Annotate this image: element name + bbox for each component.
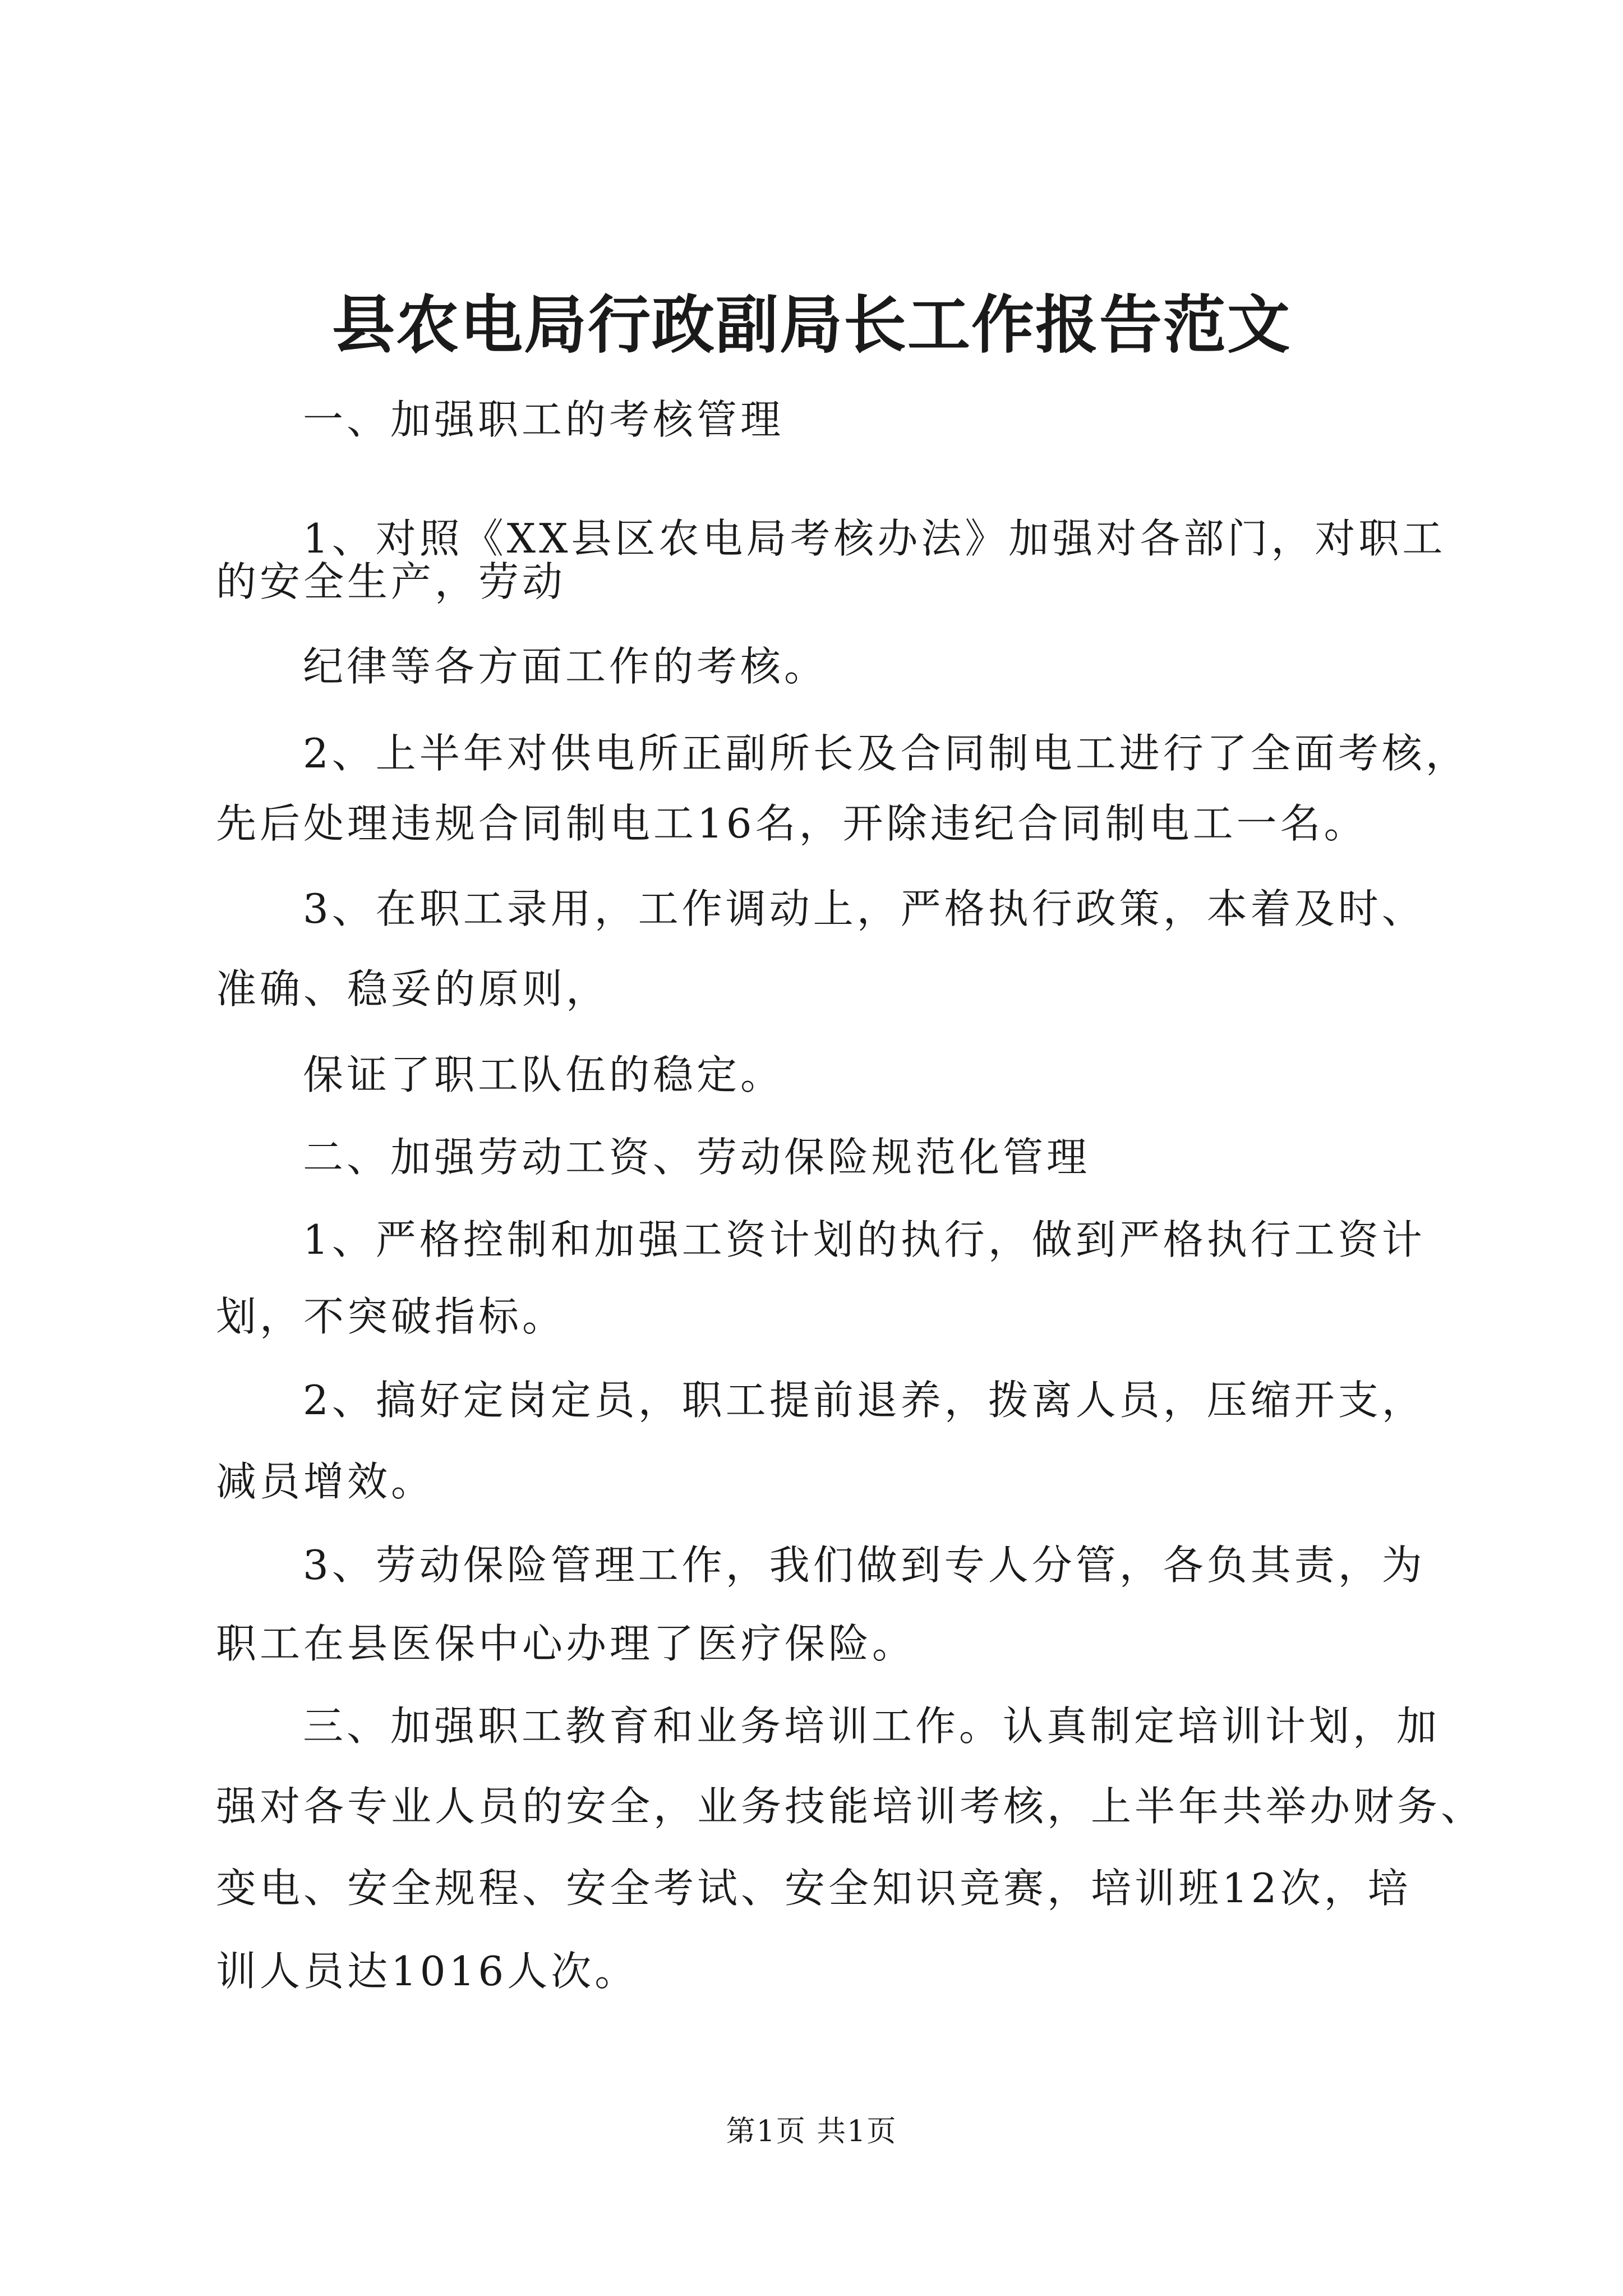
paragraph-line: 2、上半年对供电所正副所长及合同制电工进行了全面考核， (303, 730, 1469, 777)
paragraph-line: 3、在职工录用，工作调动上，严格执行政策，本着及时、 (303, 885, 1426, 932)
paragraph-line: 划，不突破指标。 (216, 1293, 566, 1340)
paragraph-line: 先后处理违规合同制电工16名，开除违纪合同制电工一名。 (216, 800, 1368, 847)
paragraph-line: 的安全生产，劳动 (216, 558, 566, 605)
page-footer: 第1页 共1页 (726, 2115, 897, 2148)
paragraph-line: 1、严格控制和加强工资计划的执行，做到严格执行工资计 (303, 1216, 1426, 1263)
paragraph-line: 2、搞好定岗定员，职工提前退养，拨离人员，压缩开支， (303, 1377, 1426, 1424)
document-title: 县农电局行政副局长工作报告范文 (332, 288, 1291, 362)
paragraph-line: 1、对照《XX县区农电局考核办法》加强对各部门，对职工 (303, 515, 1446, 562)
section-heading-2: 二、加强劳动工资、劳动保险规范化管理 (303, 1134, 1091, 1181)
paragraph-line: 职工在县医保中心办理了医疗保险。 (216, 1620, 916, 1667)
paragraph-line: 减员增效。 (216, 1458, 435, 1505)
paragraph-line: 准确、稳妥的原则， (216, 965, 610, 1013)
section-heading-1: 一、加强职工的考核管理 (303, 396, 785, 443)
paragraph-line: 强对各专业人员的安全，业务技能培训考核，上半年共举办财务、 (216, 1783, 1485, 1830)
paragraph-line: 训人员达1016人次。 (216, 1948, 639, 1995)
paragraph-line: 保证了职工队伍的稳定。 (303, 1051, 785, 1098)
paragraph-line: 变电、安全规程、安全考试、安全知识竞赛，培训班12次，培 (216, 1865, 1412, 1912)
paragraph-line: 3、劳动保险管理工作，我们做到专人分管，各负其责，为 (303, 1542, 1426, 1589)
paragraph-line: 纪律等各方面工作的考核。 (303, 643, 828, 690)
section-heading-3: 三、加强职工教育和业务培训工作。认真制定培训计划，加 (303, 1703, 1441, 1750)
